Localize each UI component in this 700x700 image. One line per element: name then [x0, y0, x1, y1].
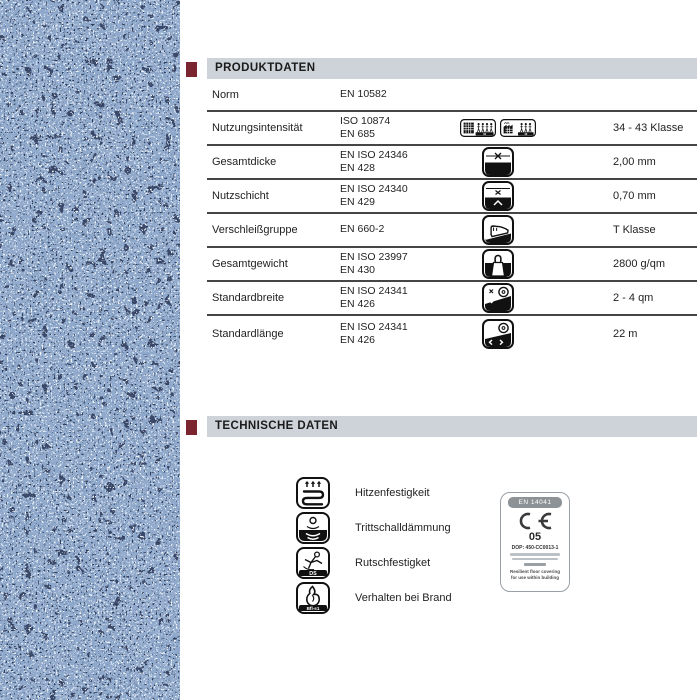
table-row-verschleissgruppe [207, 214, 697, 248]
row-label: Verschleißgruppe [212, 224, 298, 236]
row-standards: EN ISO 23997 EN 430 [340, 250, 408, 276]
row-standards: EN ISO 24340 EN 429 [340, 182, 408, 208]
table-row-nutzschicht [207, 180, 697, 214]
row-standards: EN 10582 [340, 87, 387, 100]
fire-behaviour-icon [296, 582, 330, 614]
ce-mark-icon [516, 512, 554, 530]
row-value: 2,00 mm [613, 156, 656, 168]
roll-length-icon [482, 319, 514, 349]
wear-group-shoe-icon [482, 215, 514, 245]
table-row-norm [207, 79, 697, 112]
ce-standard-pill: EN 14041 [508, 497, 562, 508]
row-value: 34 - 43 Klasse [613, 122, 684, 134]
table-row-standardlaenge [207, 316, 697, 352]
row-label: Standardlänge [212, 328, 284, 340]
row-value: 2 - 4 qm [613, 292, 654, 304]
ce-caption: Resilient floor covering for use within building [509, 569, 560, 581]
row-standards: EN ISO 24341 EN 426 [340, 320, 408, 346]
row-value: T Klasse [613, 224, 656, 236]
table-row-gesamtgewicht [207, 248, 697, 282]
product-data-table [207, 79, 697, 352]
slip-resistance-icon [296, 547, 330, 579]
row-standards: EN 660-2 [340, 223, 385, 236]
heat-resistance-icon [296, 477, 330, 509]
slip-class-badge: DS [309, 570, 317, 577]
section-marker-technische-daten [186, 420, 197, 435]
row-standards: ISO 10874 EN 685 [340, 114, 391, 140]
tech-row-impact-sound [296, 512, 626, 544]
tech-row-heat [296, 477, 626, 509]
total-weight-icon [482, 249, 514, 279]
table-row-standardbreite [207, 282, 697, 316]
ce-dop-number: DOP: 450-CC0013-1 [511, 545, 559, 551]
ce-certification-badge [500, 492, 570, 592]
flooring-sample-image [0, 0, 180, 700]
impact-sound-insulation-icon [296, 512, 330, 544]
row-label: Standardbreite [212, 292, 285, 304]
row-label: Gesamtgewicht [212, 258, 288, 270]
tech-row-slip [296, 547, 626, 579]
section-marker-produktdaten [186, 62, 197, 77]
total-thickness-icon [482, 147, 514, 177]
tech-row-fire [296, 582, 626, 614]
wear-layer-icon [482, 181, 514, 211]
table-row-nutzungsintensitaet [207, 112, 697, 146]
use-class-industrial-icon [500, 113, 536, 143]
tech-label: Hitzenfestigkeit [355, 487, 430, 499]
row-value: 0,70 mm [613, 190, 656, 202]
row-label: Nutzschicht [212, 190, 269, 202]
row-label: Norm [212, 88, 239, 101]
roll-width-icon [482, 283, 514, 313]
produktdaten-header: PRODUKTDATEN [207, 58, 697, 79]
row-value: 22 m [613, 328, 638, 340]
tech-label: Rutschfestigket [355, 557, 431, 569]
row-standards: EN ISO 24346 EN 428 [340, 148, 408, 174]
tech-label: Trittschalldämmung [355, 522, 451, 534]
tech-label: Verhalten bei Brand [355, 592, 452, 604]
technische-daten-header: TECHNISCHE DATEN [207, 416, 697, 437]
use-class-badge: 43 [524, 132, 528, 136]
ce-address-line [512, 558, 558, 561]
row-value: 2800 g/qm [613, 258, 665, 270]
table-row-gesamtdicke [207, 146, 697, 180]
row-label: Gesamtdicke [212, 156, 277, 168]
ce-address-line [510, 553, 560, 556]
use-class-badge: 34 [483, 132, 487, 136]
use-class-residential-icon [460, 113, 496, 143]
row-label: Nutzungsintensität [212, 122, 303, 134]
fire-class-badge: Bfl-s1 [306, 605, 320, 611]
ce-year: 05 [528, 531, 542, 543]
ce-notified-body-line [524, 563, 546, 566]
row-standards: EN ISO 24341 EN 426 [340, 284, 408, 310]
